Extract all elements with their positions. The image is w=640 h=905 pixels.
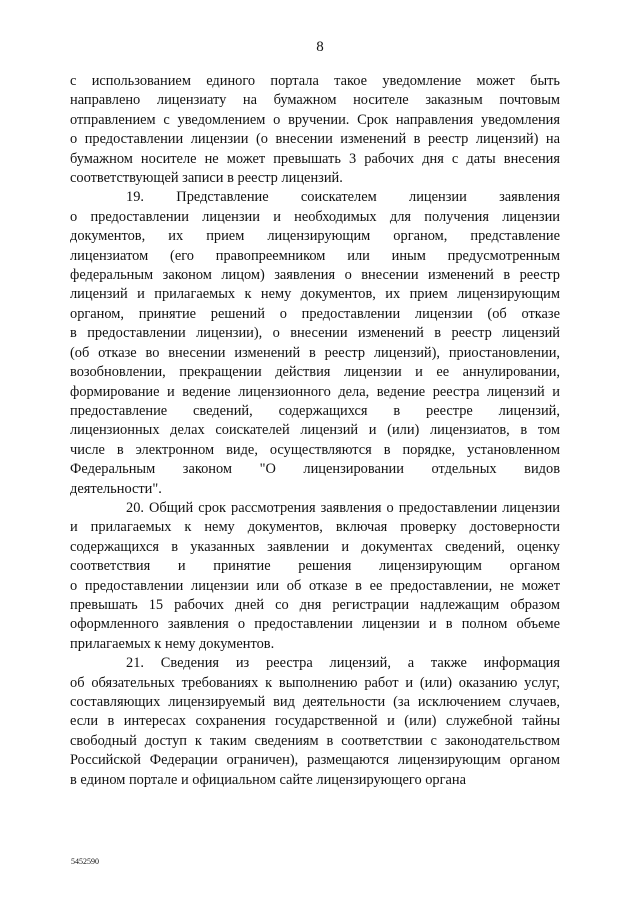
text-line: лицензиатом (его правопреемником или иным предусмотренным <box>70 247 560 264</box>
text-line: и прилагаемых к нему документов, включая проверку достоверности <box>70 519 560 536</box>
page-number: 8 <box>316 39 324 55</box>
text-line: органом, принятие решений о предоставлении лицензии (об отказе <box>70 305 560 322</box>
text-line: лицензионных делах соискателей лицензий и (или) лицензиатов, в том <box>70 422 560 439</box>
document-body <box>70 72 560 790</box>
text-line: федеральным законом лицом) заявления о внесении изменений в реестр <box>70 267 560 284</box>
text-line: с использованием единого портала такое уведомление может быть <box>70 73 560 89</box>
text-line: в предоставлении лицензии), о внесении изменений в реестр лицензий <box>70 325 560 342</box>
paragraph-item-20 <box>70 499 560 654</box>
text-line: о предоставлении лицензии и необходимых для получения лицензии <box>70 208 560 225</box>
text-line: деятельности". <box>70 480 162 497</box>
text-line: 20. Общий срок рассмотрения заявления о предоставлении лицензии <box>126 499 560 516</box>
text-line: отправлением с уведомлением о вручении. Срок направления уведомления <box>70 111 560 128</box>
text-line: если в интересах сохранения государственной и (или) служебной тайны <box>70 713 560 730</box>
text-line: документов, их прием лицензирующим органом, представление <box>70 228 560 245</box>
paragraph-item-21 <box>70 654 560 790</box>
text-line: формирование и ведение лицензионного дела, ведение реестра лицензий и <box>70 383 560 400</box>
text-line: 19. Представление соискателем лицензии заявления <box>126 189 560 206</box>
text-line: 21. Сведения из реестра лицензий, а также информация <box>126 655 560 672</box>
text-line: (об отказе во внесении изменений в реестр лицензий), приостановлении, <box>70 344 560 361</box>
paragraph-continuation <box>70 72 560 188</box>
text-line: лицензий и прилагаемых к нему документов, их прием лицензирующим <box>70 286 560 303</box>
text-line: в едином портале и официальном сайте лицензирующего органа <box>70 771 467 788</box>
text-line: Федеральным законом "О лицензировании отдельных видов <box>70 461 560 478</box>
text-line: оформленного заявления о предоставлении лицензии и в полном объеме <box>70 616 560 633</box>
text-line: предоставление сведений, содержащихся в реестре лицензий, <box>70 402 560 419</box>
text-line: содержащихся в указанных заявлении и документах сведений, оценку <box>70 538 560 555</box>
text-line: числе в электронном виде, осуществляются в порядке, установленном <box>70 441 560 458</box>
text-line: возобновлении, прекращении действия лицензии и ее аннулировании, <box>70 364 560 381</box>
text-line: соответствующей записи в реестр лицензий. <box>70 170 343 187</box>
text-line: Российской Федерации ограничен), размещаются лицензирующим органом <box>70 752 560 769</box>
text-line: направлено лицензиату на бумажном носителе заказным почтовым <box>70 92 560 109</box>
text-line: бумажном носителе не может превышать 3 рабочих дня с даты внесения <box>70 150 560 167</box>
text-line: о предоставлении лицензии (о внесении изменений в реестр лицензий) на <box>70 131 560 148</box>
text-line: составляющих лицензируемый вид деятельности (за исключением случаев, <box>70 694 560 710</box>
document-code: 5452590 <box>71 857 99 866</box>
text-line: об обязательных требованиях к выполнению работ и (или) оказанию услуг, <box>70 674 560 691</box>
text-line: соответствия и принятие решения лицензирующим органом <box>70 558 560 575</box>
text-line: о предоставлении лицензии или об отказе в ее предоставлении, не может <box>70 577 560 594</box>
text-line: свободный доступ к таким сведениям в соответствии с законодательством <box>70 732 560 749</box>
text-line: превышать 15 рабочих дней со дня регистрации надлежащим образом <box>70 596 560 613</box>
paragraph-item-19 <box>70 188 560 499</box>
text-line: прилагаемых к нему документов. <box>70 635 275 652</box>
